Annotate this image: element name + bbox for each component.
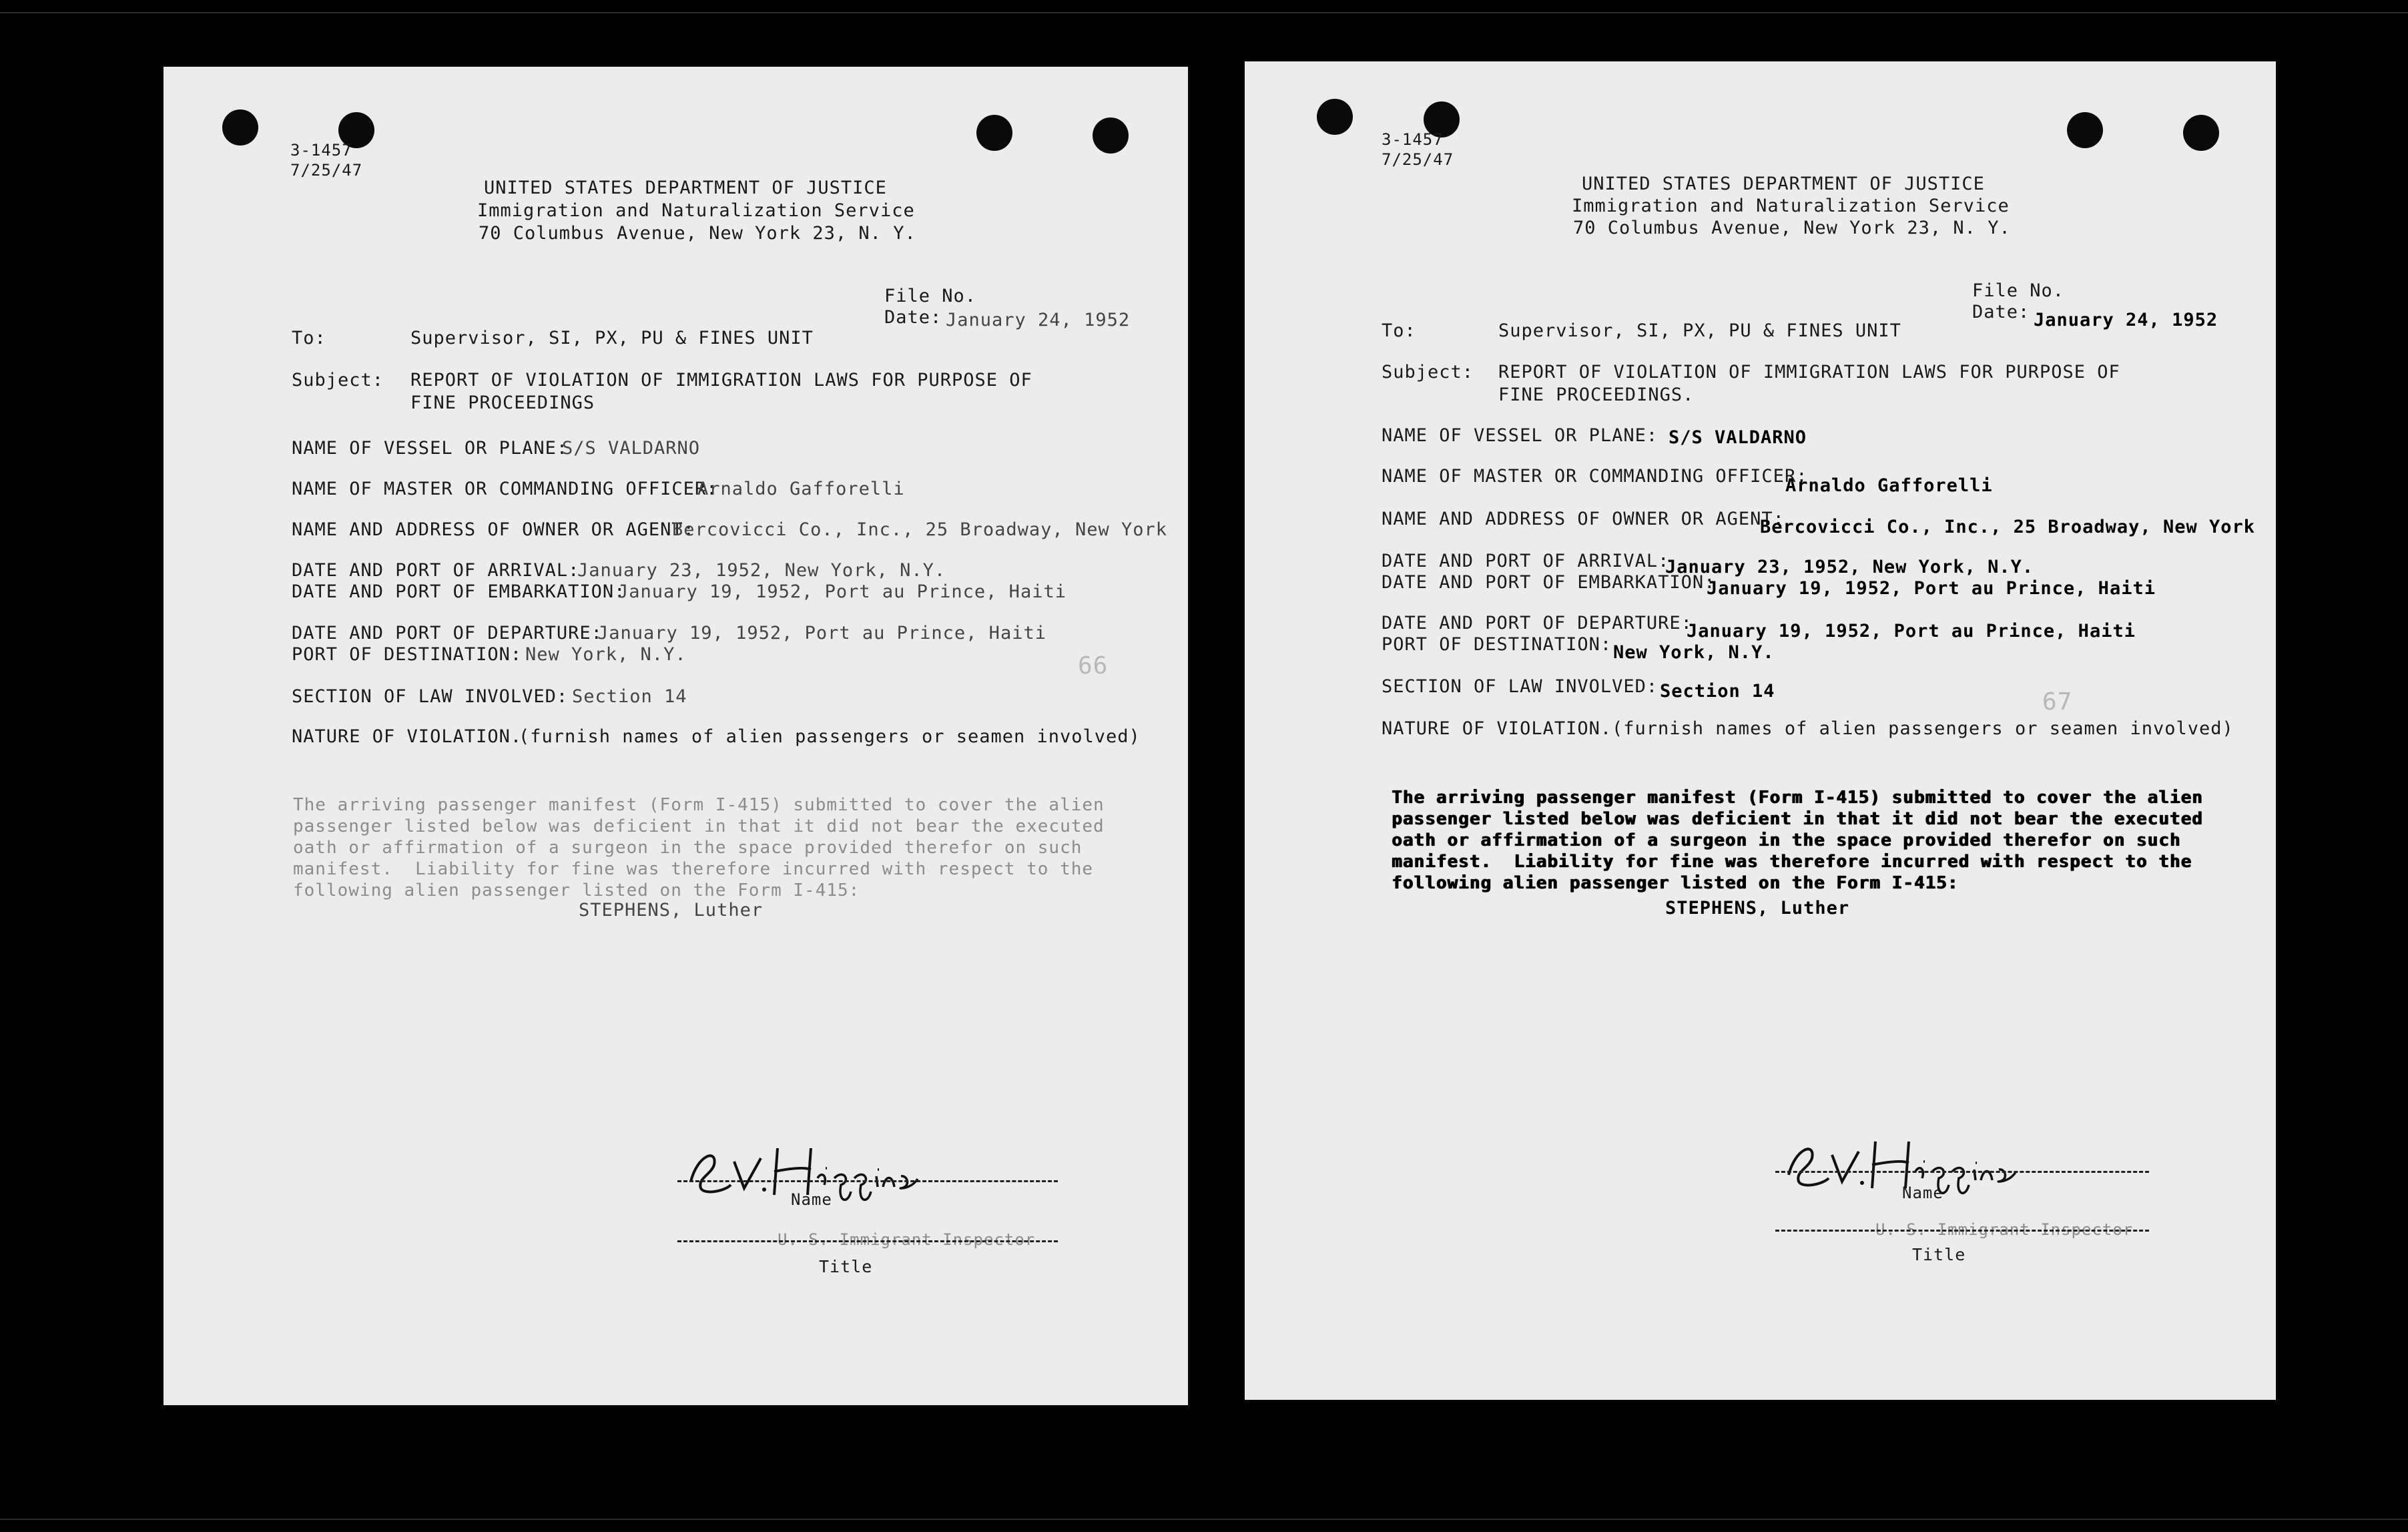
date-label: Date: [884,307,942,328]
subject-line-1: REPORT OF VIOLATION OF IMMIGRATION LAWS FOR PURPOSE OF [1498,362,2120,382]
agency-line-2: Immigration and Naturalization Service [1572,196,2010,216]
nature-label: NATURE OF VIOLATION. [292,726,523,747]
body-line: following alien passenger listed on the Form I-415: [1392,873,1959,893]
arrival-value: January 23, 1952, New York, N.Y. [577,560,946,581]
owner-label: NAME AND ADDRESS OF OWNER OR AGENT: [292,519,695,540]
master-value: Arnaldo Gafforelli [1785,475,1993,496]
file-no-label: File No. [1972,280,2065,301]
section-value: Section 14 [572,686,687,707]
form-ref-date: 7/25/47 [1382,150,1454,169]
film-edge-top [0,12,2408,13]
vessel-label: NAME OF VESSEL OR PLANE: [292,438,569,459]
subject-line-2: FINE PROCEEDINGS [410,393,595,413]
agency-line-2: Immigration and Naturalization Service [477,200,915,221]
departure-label: DATE AND PORT OF DEPARTURE: [1382,613,1693,633]
destination-value: New York, N.Y. [1613,642,1775,663]
embarkation-value: January 19, 1952, Port au Prince, Haiti [1707,578,2156,599]
agency-line-3: 70 Columbus Avenue, New York 23, N. Y. [479,223,916,244]
violation-body [1392,766,2203,919]
section-value: Section 14 [1660,681,1775,702]
subject-label: Subject: [1382,362,1474,382]
subject-line-2: FINE PROCEEDINGS. [1498,385,1695,405]
body-line: The arriving passenger manifest (Form I-415) submitted to cover the alien [1392,788,2203,808]
to-label: To: [1382,320,1416,341]
passenger-name: STEPHENS, Luther [579,900,764,921]
punch-hole [976,115,1012,151]
embarkation-label: DATE AND PORT OF EMBARKATION: [1382,572,1716,593]
document-page-left [164,67,1188,1405]
vessel-value: S/S VALDARNO [562,438,701,459]
departure-value: January 19, 1952, Port au Prince, Haiti [1687,621,2136,642]
form-ref-number: 3-1457 [1382,130,1444,149]
section-label: SECTION OF LAW INVOLVED: [292,686,569,707]
punch-hole [1317,99,1353,135]
nature-note: (furnish names of alien passengers or seamen involved) [1612,718,2234,739]
date-value: January 24, 1952 [946,310,1131,330]
body-line: passenger listed below was deficient in that it did not bear the executed [293,816,1105,836]
subject-line-1: REPORT OF VIOLATION OF IMMIGRATION LAWS FOR PURPOSE OF [410,370,1032,391]
name-label: Name [1902,1184,1943,1202]
page-stamp: 66 [1078,652,1109,680]
form-ref-number: 3-1457 [290,141,352,160]
nature-label: NATURE OF VIOLATION. [1382,718,1612,739]
vessel-label: NAME OF VESSEL OR PLANE: [1382,425,1659,446]
signature-line [1775,1171,2149,1173]
page-stamp: 67 [2042,688,2073,716]
departure-label: DATE AND PORT OF DEPARTURE: [292,623,603,644]
date-value: January 24, 1952 [2034,310,2218,330]
master-label: NAME OF MASTER OR COMMANDING OFFICER: [292,479,718,499]
body-line: The arriving passenger manifest (Form I-415) submitted to cover the alien [293,795,1105,815]
arrival-label: DATE AND PORT OF ARRIVAL: [292,560,580,581]
destination-label: PORT OF DESTINATION: [1382,634,1612,655]
film-edge-bottom [0,1519,2408,1520]
punch-hole [222,109,258,146]
owner-value: Bercovicci Co., Inc., 25 Broadway, New York [1760,517,2255,537]
vessel-value: S/S VALDARNO [1669,427,1807,448]
nature-note: (furnish names of alien passengers or seamen involved) [519,726,1141,747]
title-line [677,1240,1058,1242]
title-label: Title [1912,1245,1966,1264]
to-value: Supervisor, SI, PX, PU & FINES UNIT [1498,320,1901,341]
master-value: Arnaldo Gafforelli [697,479,905,499]
body-line: oath or affirmation of a surgeon in the space provided therefor on such [1392,830,2181,850]
title-label: Title [819,1257,873,1276]
punch-hole [1093,117,1129,154]
title-line [1775,1230,2149,1232]
title-value: U. S. Immigrant Inspector [778,1230,1036,1249]
agency-line-3: 70 Columbus Avenue, New York 23, N. Y. [1573,218,2011,238]
title-value: U. S. Immigrant Inspector [1875,1220,2134,1239]
agency-line-1: UNITED STATES DEPARTMENT OF JUSTICE [484,178,887,198]
arrival-label: DATE AND PORT OF ARRIVAL: [1382,551,1670,571]
body-line: passenger listed below was deficient in that it did not bear the executed [1392,809,2203,829]
body-line: manifest. Liability for fine was therefore incurred with respect to the [1392,852,2192,872]
body-line: following alien passenger listed on the Form I-415: [293,880,860,901]
owner-value: Bercovicci Co., Inc., 25 Broadway, New York [672,519,1167,540]
signature-line [677,1180,1058,1182]
master-label: NAME OF MASTER OR COMMANDING OFFICER: [1382,466,1808,487]
body-line: oath or affirmation of a surgeon in the space provided therefor on such [293,838,1083,858]
embarkation-label: DATE AND PORT OF EMBARKATION: [292,581,626,602]
subject-label: Subject: [292,370,384,391]
to-value: Supervisor, SI, PX, PU & FINES UNIT [410,328,814,348]
departure-value: January 19, 1952, Port au Prince, Haiti [597,623,1046,644]
destination-value: New York, N.Y. [525,644,687,665]
date-label: Date: [1972,302,2030,322]
destination-label: PORT OF DESTINATION: [292,644,523,665]
document-page-right [1245,61,2276,1400]
agency-line-1: UNITED STATES DEPARTMENT OF JUSTICE [1582,174,1985,194]
section-label: SECTION OF LAW INVOLVED: [1382,676,1659,697]
form-ref-date: 7/25/47 [290,161,363,180]
body-line: manifest. Liability for fine was therefore incurred with respect to the [293,859,1094,879]
name-label: Name [791,1190,832,1209]
arrival-value: January 23, 1952, New York, N.Y. [1665,557,2034,577]
punch-hole [2183,115,2219,151]
passenger-name: STEPHENS, Luther [1665,898,1850,919]
file-no-label: File No. [884,286,977,306]
punch-hole [2067,112,2103,148]
owner-label: NAME AND ADDRESS OF OWNER OR AGENT: [1382,509,1785,529]
embarkation-value: January 19, 1952, Port au Prince, Haiti [617,581,1067,602]
to-label: To: [292,328,326,348]
